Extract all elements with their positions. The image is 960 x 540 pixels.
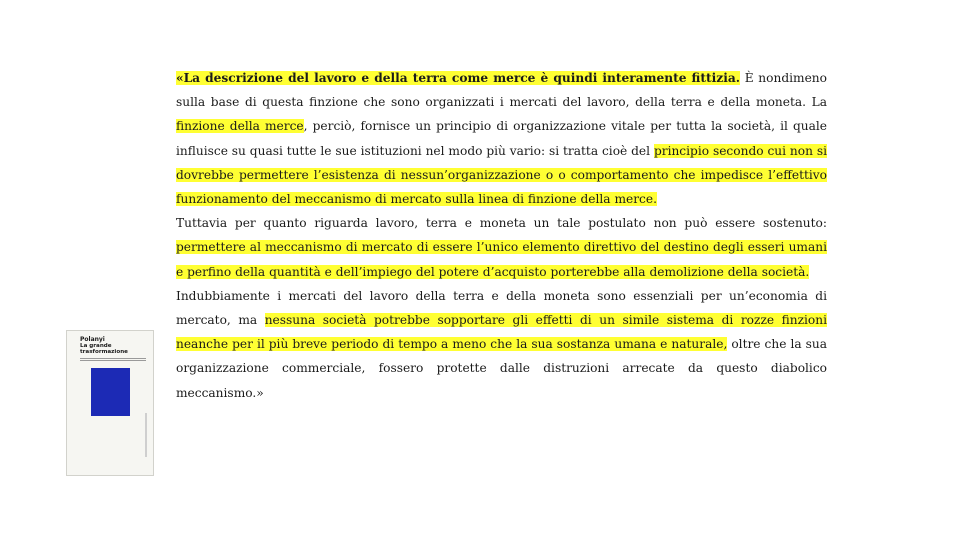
quote-paragraph-2 (176, 211, 827, 284)
quotation-block (176, 66, 827, 405)
highlight-bold-sentence: «La descrizione del lavoro e della terra come merce è quindi interamente fittizia. (176, 71, 741, 85)
quote-paragraph-1 (176, 66, 827, 211)
book-cover-subtitle-lines (80, 358, 146, 363)
highlight-finzione: finzione della merce (176, 119, 304, 134)
quote-text: Tuttavia per quanto riguarda lavoro, terra e moneta un tale postulato non può essere sostenuto: (176, 216, 827, 231)
book-cover-title: La grande trasformazione (80, 343, 128, 356)
quote-text: oltre che la sua organizzazione commerciale, fossero protette dalle distruzioni arrecate da questo diabolico meccanismo.» (176, 337, 827, 400)
book-cover-image (66, 330, 154, 476)
quote-text: È nondimeno sulla base di questa finzione che sono organizzati i mercati del lavoro, della terra e della moneta. La (176, 71, 827, 110)
highlight-permettere: permettere al meccanismo di mercato di essere l’unico elemento direttivo del destino degli esseri umani e perfino della quantità e dell’impiego del potere d’acquisto porterebbe alla demolizione della società. (176, 240, 827, 279)
book-cover-spine-text (145, 413, 147, 457)
highlight-principio: principio secondo cui non si dovrebbe permettere l’esistenza di nessun’organizzazione o o comportamento che impedisce l’effettivo funzionamento del meccanismo di mercato sulla linea di finzione della merce. (176, 143, 828, 207)
highlight-nessuna-societa: nessuna società potrebbe sopportare gli effetti di un simile sistema di rozze finzioni neanche per il più breve periodo di tempo a meno che la sua sostanza umana e naturale, (176, 313, 827, 352)
quote-text: , perciò, fornisce un principio di organizzazione vitale per tutta la società, il quale influisce su quasi tutte le sue istituzioni nel modo più vario: si tratta cioè del (176, 119, 827, 158)
quote-text: Indubbiamente i mercati del lavoro della terra e della moneta sono essenziali per un’economia di mercato, ma (176, 288, 827, 328)
book-cover-blue-square (91, 368, 130, 416)
book-cover-author: Polanyi (80, 336, 105, 343)
quote-paragraph-3 (176, 284, 827, 405)
